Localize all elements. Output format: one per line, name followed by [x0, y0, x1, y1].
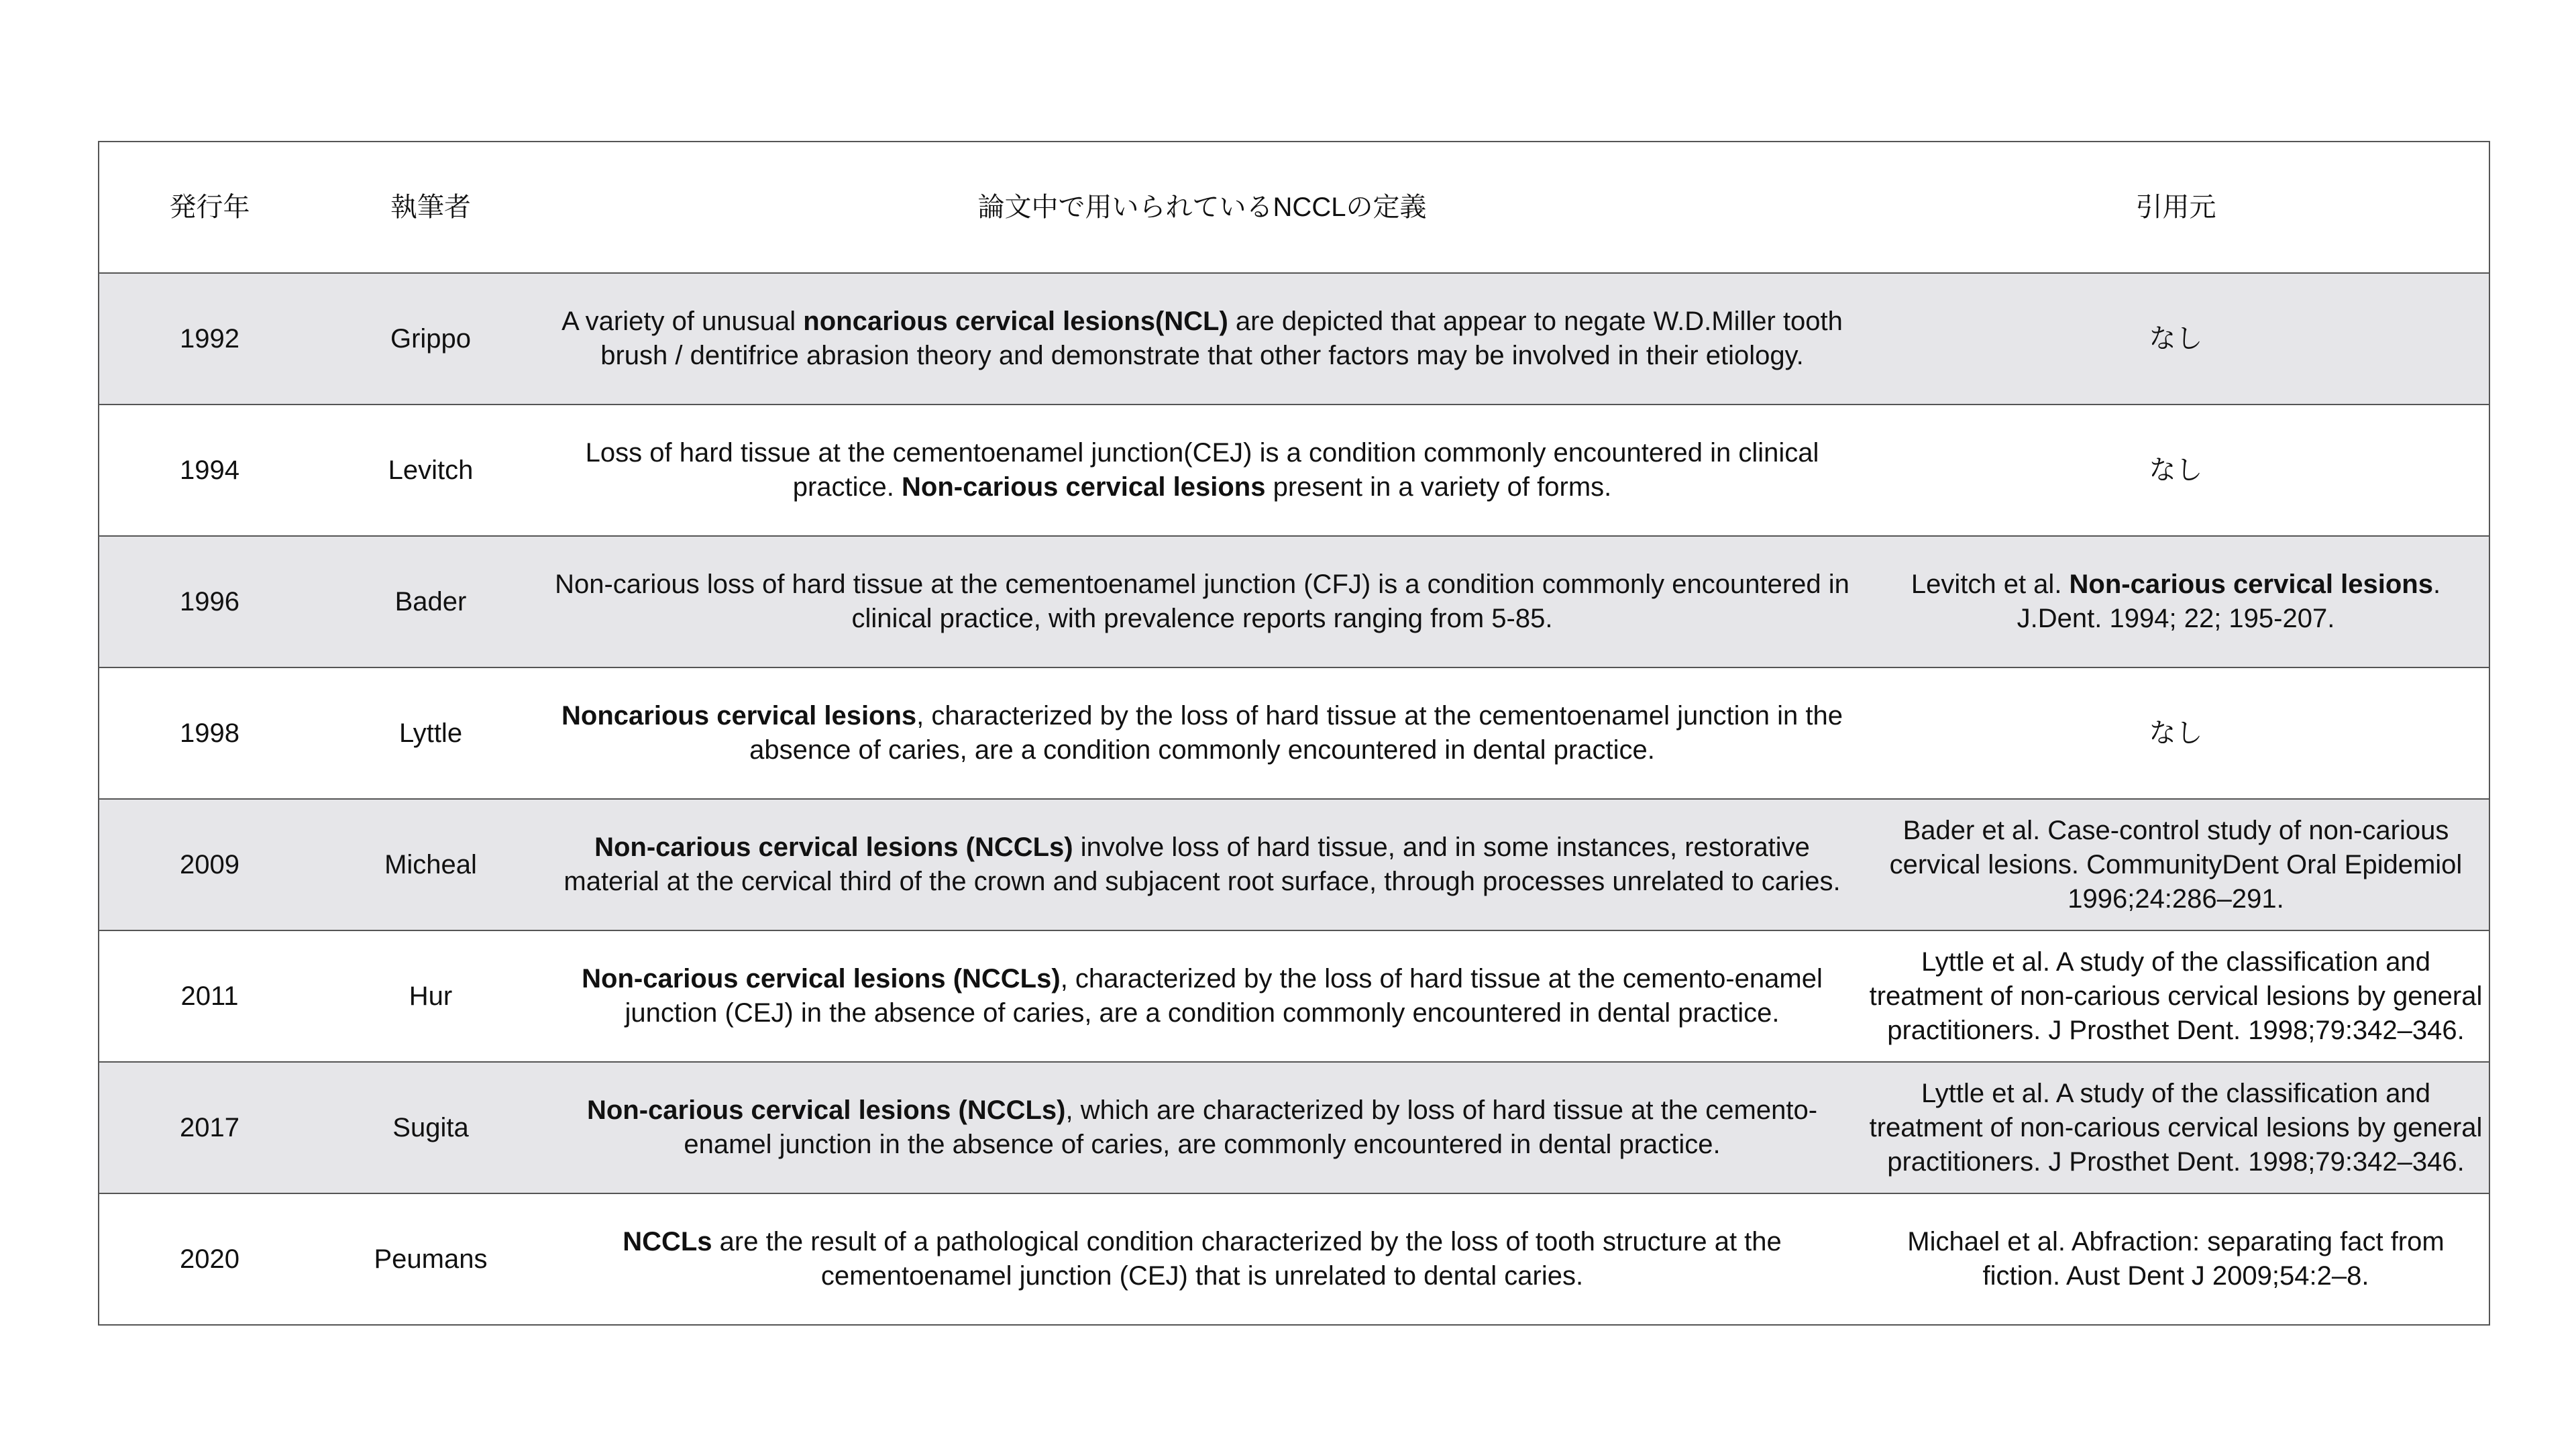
year-cell: 1996: [99, 536, 320, 667]
bold-text-segment: Noncarious cervical lesions: [561, 701, 917, 731]
text-segment: involve loss of hard tissue, and in some instances, restorative material at the cervical third of the crown and subjacent root surface, through processes unrelated to caries.: [564, 833, 1841, 896]
text-segment: A variety of unusual: [561, 307, 804, 336]
definition-cell: [541, 1193, 1863, 1325]
text-segment: are depicted that appear to negate W.D.Miller tooth brush / dentifrice abrasion theory and demonstrate that other factors may be involved in their etiology.: [600, 307, 1843, 370]
header-source: 引用元: [1863, 142, 2489, 273]
text-segment: Loss of hard tissue at the cementoenamel junction(CEJ) is a condition commonly encountered in clinical practice.: [585, 438, 1819, 502]
author-cell: Peumans: [320, 1193, 541, 1325]
source-cell-text: [1867, 453, 2485, 488]
definition-cell: [541, 930, 1863, 1062]
text-segment: なし: [2149, 718, 2203, 748]
source-cell: [1863, 799, 2489, 930]
text-segment: , which are characterized by loss of hard tissue at the cemento-enamel junction in the absence of caries, are commonly encountered in dental practice.: [684, 1095, 1818, 1159]
year-cell: 1994: [99, 405, 320, 536]
table-row: [99, 667, 2489, 799]
author-cell: Hur: [320, 930, 541, 1062]
text-segment: Non-carious loss of hard tissue at the cementoenamel junction (CFJ) is a condition commonly encountered in clinical practice, with prevalence reports ranging from 5-85.: [555, 570, 1849, 633]
bold-text-segment: noncarious cervical lesions(NCL): [803, 307, 1228, 336]
definition-cell-text: [548, 1225, 1856, 1293]
table-row: [99, 930, 2489, 1062]
year-cell: 2009: [99, 799, 320, 930]
definition-cell: [541, 405, 1863, 536]
header-definition: 論文中で用いられているNCCLの定義: [541, 142, 1863, 273]
nccl-definition-table-container: [98, 141, 2489, 1326]
text-segment: Bader et al. Case-control study of non-carious cervical lesions. CommunityDent Oral Epidemiol 1996;24:286–291.: [1889, 815, 2463, 914]
year-cell: 2011: [99, 930, 320, 1062]
author-cell: Micheal: [320, 799, 541, 930]
table-row: [99, 1193, 2489, 1325]
definition-cell-text: [548, 568, 1856, 636]
definition-cell-text: [548, 699, 1856, 767]
source-cell: [1863, 1062, 2489, 1193]
table-row: [99, 799, 2489, 930]
header-year: 発行年: [99, 142, 320, 273]
text-segment: Michael et al. Abfraction: separating fact from fiction. Aust Dent J 2009;54:2–8.: [1907, 1227, 2445, 1291]
year-cell: 2017: [99, 1062, 320, 1193]
text-segment: なし: [2149, 323, 2203, 354]
definition-cell: [541, 1062, 1863, 1193]
header-author: 執筆者: [320, 142, 541, 273]
source-cell-text: [1867, 1077, 2485, 1179]
source-cell: [1863, 667, 2489, 799]
source-cell-text: [1867, 814, 2485, 916]
author-cell: Bader: [320, 536, 541, 667]
table-row: [99, 405, 2489, 536]
definition-cell-text: [548, 962, 1856, 1030]
definition-cell: [541, 273, 1863, 405]
source-cell: [1863, 930, 2489, 1062]
header-row: [99, 142, 2489, 273]
source-cell: [1863, 1193, 2489, 1325]
text-segment: are the result of a pathological condition characterized by the loss of tooth structure at the cementoenamel junction (CEJ) that is unrelated to dental caries.: [712, 1227, 1782, 1291]
definition-cell-text: [548, 436, 1856, 504]
author-cell: Grippo: [320, 273, 541, 405]
definition-cell: [541, 799, 1863, 930]
table-row: [99, 273, 2489, 405]
text-segment: . J.Dent. 1994; 22; 195-207.: [2017, 570, 2441, 633]
bold-text-segment: Non-carious cervical lesions (NCCLs): [582, 964, 1061, 994]
source-cell-text: [1867, 568, 2485, 636]
definition-cell-text: [548, 1093, 1856, 1162]
definition-cell: [541, 667, 1863, 799]
author-cell: Levitch: [320, 405, 541, 536]
year-cell: 1992: [99, 273, 320, 405]
bold-text-segment: Non-carious cervical lesions: [902, 472, 1266, 502]
source-cell-text: [1867, 945, 2485, 1048]
text-segment: Levitch et al.: [1911, 570, 2070, 599]
source-cell: [1863, 405, 2489, 536]
table-header: [99, 142, 2489, 273]
source-cell-text: [1867, 1225, 2485, 1293]
bold-text-segment: NCCLs: [623, 1227, 712, 1256]
text-segment: Lyttle et al. A study of the classification and treatment of non-carious cervical lesions by general practitioners. J Prosthet Dent. 1998;79:342–346.: [1869, 947, 2483, 1045]
definition-cell: [541, 536, 1863, 667]
text-segment: , characterized by the loss of hard tissue at the cemento-enamel junction (CEJ) in the absence of caries, are a condition commonly encountered in dental practice.: [625, 964, 1823, 1028]
source-cell: [1863, 536, 2489, 667]
definition-cell-text: [548, 830, 1856, 899]
bold-text-segment: Non-carious cervical lesions (NCCLs): [594, 833, 1073, 862]
text-segment: Lyttle et al. A study of the classification and treatment of non-carious cervical lesions by general practitioners. J Prosthet Dent. 1998;79:342–346.: [1869, 1078, 2483, 1177]
table-row: [99, 536, 2489, 667]
year-cell: 1998: [99, 667, 320, 799]
author-cell: Lyttle: [320, 667, 541, 799]
text-segment: なし: [2149, 455, 2203, 485]
source-cell-text: [1867, 322, 2485, 356]
source-cell: [1863, 273, 2489, 405]
bold-text-segment: Non-carious cervical lesions: [2069, 570, 2433, 599]
text-segment: , characterized by the loss of hard tissue at the cementoenamel junction in the absence of caries, are a condition commonly encountered in dental practice.: [749, 701, 1843, 765]
author-cell: Sugita: [320, 1062, 541, 1193]
source-cell-text: [1867, 716, 2485, 751]
bold-text-segment: Non-carious cervical lesions (NCCLs): [586, 1095, 1066, 1125]
table-row: [99, 1062, 2489, 1193]
text-segment: present in a variety of forms.: [1265, 472, 1612, 502]
year-cell: 2020: [99, 1193, 320, 1325]
table-body: [99, 273, 2489, 1325]
definition-cell-text: [548, 305, 1856, 373]
nccl-definition-table: [98, 141, 2490, 1326]
